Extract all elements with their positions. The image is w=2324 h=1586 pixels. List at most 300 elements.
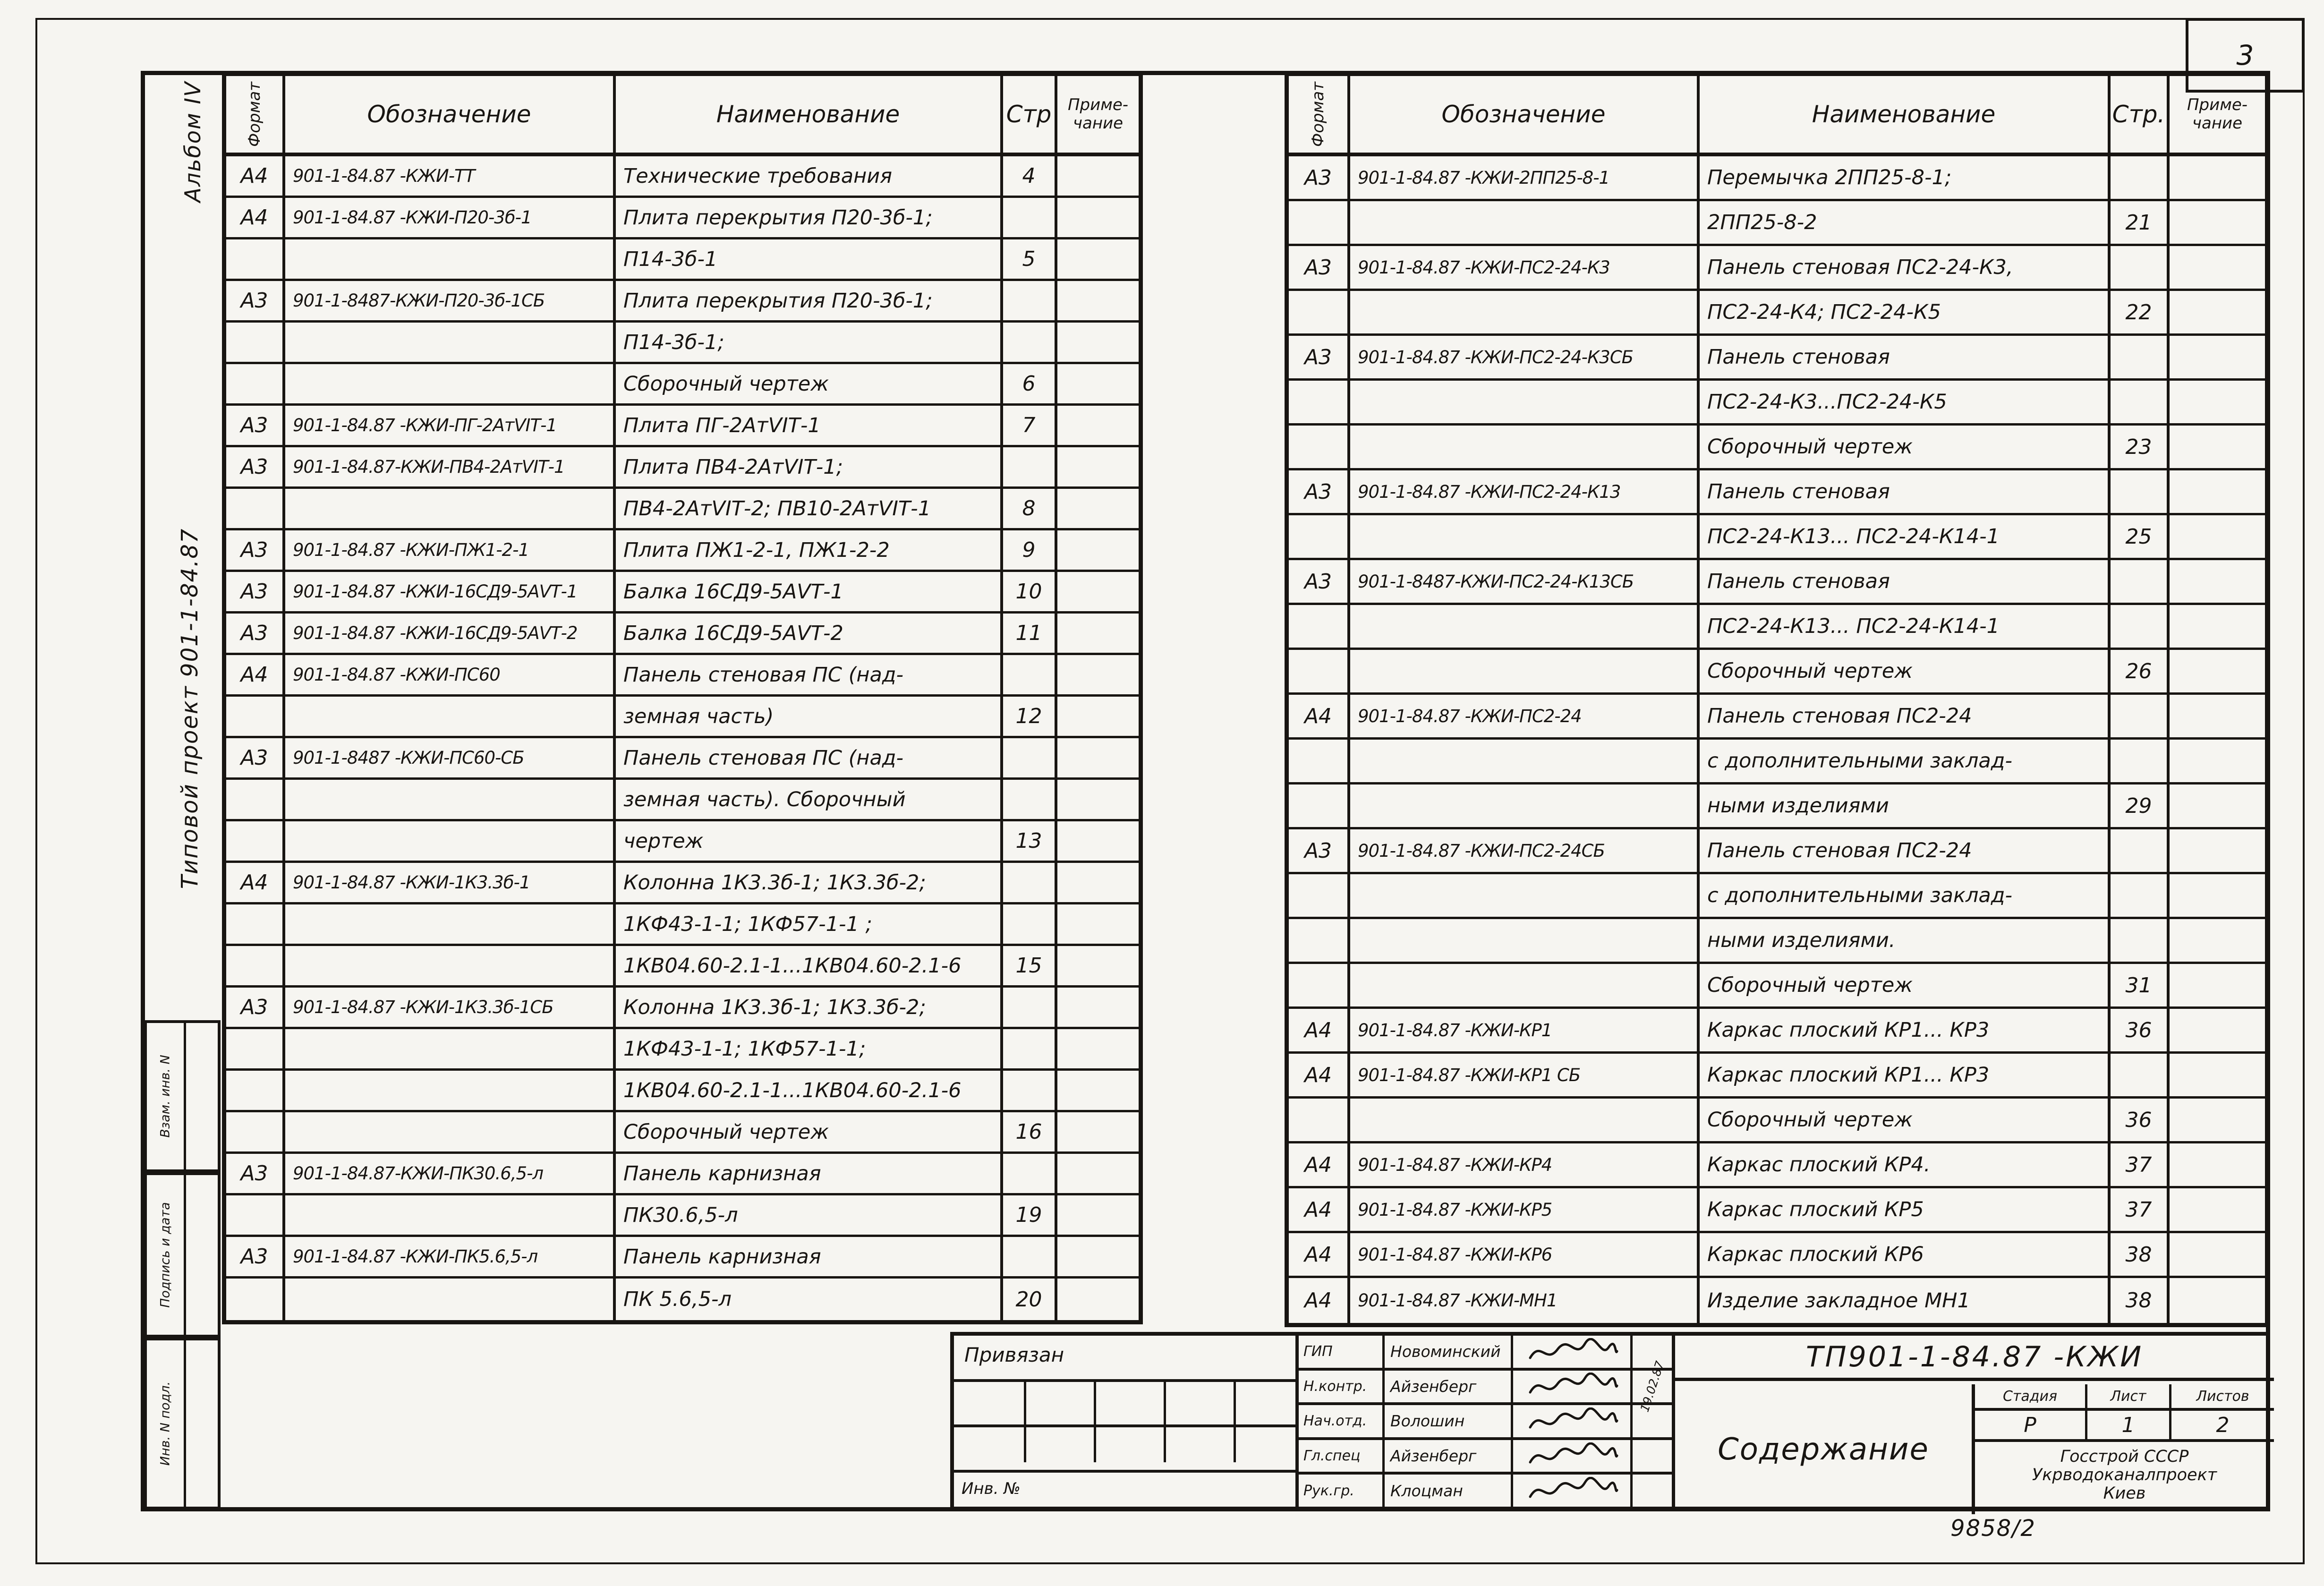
cell-format <box>1289 1099 1350 1141</box>
table-row <box>1289 1188 2265 1233</box>
signature-icon <box>1524 1338 1619 1365</box>
cell-page <box>2111 695 2170 737</box>
cell-format: А3 <box>226 738 285 777</box>
title-block-line <box>1024 1379 1026 1462</box>
contents-table-right <box>1285 72 2269 1327</box>
cell-format: А3 <box>1289 336 1350 378</box>
cell-note <box>1057 614 1139 653</box>
cell-page: 13 <box>1003 821 1057 861</box>
signature-role: Гл.спец <box>1299 1440 1385 1472</box>
cell-name: Каркас плоский КР1... КР3 <box>1700 1054 2111 1096</box>
table-row <box>226 1195 1139 1237</box>
cell-format <box>1289 650 1350 692</box>
cell-designation: 901-1-84.87 -КЖИ-1К3.3б-1СБ <box>285 988 616 1027</box>
cell-name: Сборочный чертеж <box>1700 426 2111 468</box>
cell-page <box>2111 470 2170 513</box>
header-note: Приме- чание <box>2187 95 2248 133</box>
cell-name: Панель стеновая ПС2-24-К3, <box>1700 246 2111 289</box>
cell-page <box>2111 156 2170 199</box>
cell-note <box>1057 1112 1139 1151</box>
cell-note <box>1057 1029 1139 1068</box>
cell-format <box>1289 605 1350 648</box>
table-row <box>226 1112 1139 1154</box>
cell-format: А4 <box>226 198 285 237</box>
signature-role: ГИП <box>1299 1336 1385 1368</box>
cell-note <box>1057 156 1139 196</box>
cell-name: 1КФ43-1-1; 1КФ57-1-1 ; <box>616 904 1003 944</box>
cell-page: 36 <box>2111 1009 2170 1051</box>
cell-page <box>1003 1029 1057 1068</box>
cell-name: П14-3б-1 <box>616 239 1003 279</box>
cell-format <box>1289 964 1350 1006</box>
header-designation: Обозначение <box>1350 76 1700 153</box>
signature-date <box>1630 1440 1672 1472</box>
cell-designation: 901-1-84.87 -КЖИ-КР4 <box>1350 1143 1700 1186</box>
cell-page: 9 <box>1003 530 1057 570</box>
cell-format: А3 <box>226 1154 285 1193</box>
cell-designation <box>285 697 616 736</box>
cell-name: Панель стеновая ПС (над- <box>616 738 1003 777</box>
cell-designation <box>285 323 616 362</box>
cell-format <box>1289 201 1350 244</box>
cell-format <box>1289 740 1350 782</box>
cell-note <box>1057 447 1139 486</box>
cell-name: Сборочный чертеж <box>616 364 1003 403</box>
table-row <box>1289 1233 2265 1278</box>
signature-name: Волошин <box>1385 1405 1513 1437</box>
table-row <box>1289 1009 2265 1054</box>
stage-value-listov: 2 <box>2216 1413 2230 1437</box>
cell-note <box>2170 426 2265 468</box>
cell-name: Каркас плоский КР5 <box>1700 1188 2111 1231</box>
cell-designation <box>285 1029 616 1068</box>
cell-designation: 901-1-84.87 -КЖИ-16СД9-5АVТ-2 <box>285 614 616 653</box>
signature-row <box>1299 1475 1672 1507</box>
cell-name: ПК 5.6,5-л <box>616 1279 1003 1320</box>
cell-name: ПК30.6,5-л <box>616 1195 1003 1235</box>
cell-name: Плита ПГ-2АтVIТ-1 <box>616 406 1003 445</box>
cell-designation <box>285 1112 616 1151</box>
organization-block <box>1975 1442 2274 1509</box>
cell-page <box>1003 1071 1057 1110</box>
table-row <box>1289 695 2265 740</box>
cell-format <box>1289 919 1350 962</box>
cell-note <box>2170 1188 2265 1231</box>
cell-note <box>1057 281 1139 320</box>
cell-format: А3 <box>226 1237 285 1276</box>
cell-designation: 901-1-84.87 -КЖИ-КР5 <box>1350 1188 1700 1231</box>
cell-name: ными изделиями <box>1700 784 2111 827</box>
cell-name: Балка 16СД9-5АVТ-1 <box>616 572 1003 611</box>
cell-name: с дополнительными заклад- <box>1700 874 2111 917</box>
cell-designation: 901-1-84.87 -КЖИ-ПГ-2АтVIТ-1 <box>285 406 616 445</box>
cell-name: чертеж <box>616 821 1003 861</box>
cell-designation <box>1350 1099 1700 1141</box>
cell-format: А4 <box>226 655 285 694</box>
cell-note <box>2170 1009 2265 1051</box>
stamp-box-inv-podl <box>144 1338 221 1509</box>
margin-album-label: Альбом IV <box>180 81 205 203</box>
table-row <box>226 863 1139 904</box>
cell-name: Панель карнизная <box>616 1237 1003 1276</box>
table-row <box>1289 605 2265 650</box>
stage-value-list: 1 <box>2087 1411 2171 1439</box>
cell-name: Плита перекрытия П20-3б-1; <box>616 281 1003 320</box>
cell-note <box>2170 515 2265 558</box>
cell-name: Сборочный чертеж <box>1700 650 2111 692</box>
signature-mark <box>1513 1475 1630 1507</box>
cell-note <box>2170 829 2265 872</box>
header-format: Формат <box>226 76 285 153</box>
cell-designation: 901-1-8487-КЖИ-П20-3б-1СБ <box>285 281 616 320</box>
cell-format: А4 <box>226 156 285 196</box>
cell-page: 20 <box>1003 1279 1057 1320</box>
cell-page <box>2111 740 2170 782</box>
stamp-label: Инв. N подл. <box>158 1381 173 1466</box>
cell-designation: 901-1-84.87 -КЖИ-КР1 СБ <box>1350 1054 1700 1096</box>
table-row <box>1289 336 2265 381</box>
cell-designation: 901-1-84.87 -КЖИ-ПЖ1-2-1 <box>285 530 616 570</box>
cell-designation: 901-1-84.87 -КЖИ-ПС2-24-К3СБ <box>1350 336 1700 378</box>
stamp-box-vzam-inv <box>144 1020 221 1172</box>
cell-note <box>2170 605 2265 648</box>
cell-designation: 901-1-84.87 -КЖИ-1К3.3б-1 <box>285 863 616 902</box>
table-row <box>1289 919 2265 964</box>
cell-format: А3 <box>1289 470 1350 513</box>
cell-designation <box>1350 381 1700 423</box>
table-row <box>226 697 1139 738</box>
cell-designation: 901-1-84.87 -КЖИ-МН1 <box>1350 1278 1700 1323</box>
signature-name: Айзенберг <box>1385 1371 1513 1403</box>
cell-format <box>226 364 285 403</box>
cell-designation: 901-1-84.87-КЖИ-ПВ4-2АтVIТ-1 <box>285 447 616 486</box>
cell-name: Панель стеновая ПС2-24 <box>1700 829 2111 872</box>
cell-designation: 901-1-84.87 -КЖИ-КР6 <box>1350 1233 1700 1276</box>
cell-format: А3 <box>226 988 285 1027</box>
table-row <box>1289 829 2265 874</box>
cell-designation <box>285 1071 616 1110</box>
signature-row <box>1299 1405 1672 1440</box>
organization-line: Госстрой СССР <box>2060 1447 2189 1466</box>
cell-name: Панель стеновая ПС (над- <box>616 655 1003 694</box>
cell-page <box>2111 874 2170 917</box>
cell-page: 26 <box>2111 650 2170 692</box>
cell-name: Плита перекрытия П20-3б-1; <box>616 198 1003 237</box>
signature-icon <box>1524 1442 1619 1470</box>
cell-name: Каркас плоский КР1... КР3 <box>1700 1009 2111 1051</box>
title-block-line <box>1164 1379 1166 1462</box>
stage-table <box>1972 1384 2274 1514</box>
cell-designation: 901-1-84.87 -КЖИ-ПС60 <box>285 655 616 694</box>
cell-note <box>1057 530 1139 570</box>
table-row <box>226 614 1139 655</box>
cell-format: А4 <box>1289 1188 1350 1231</box>
inventory-number-label: Инв. № <box>962 1479 1021 1498</box>
cell-page <box>1003 988 1057 1027</box>
cell-page: 6 <box>1003 364 1057 403</box>
cell-name: Панель стеновая <box>1700 470 2111 513</box>
table-row <box>226 364 1139 406</box>
cell-note <box>2170 1143 2265 1186</box>
table-row <box>226 946 1139 988</box>
cell-note <box>2170 336 2265 378</box>
cell-page <box>1003 1154 1057 1193</box>
cell-note <box>2170 246 2265 289</box>
cell-format <box>226 1112 285 1151</box>
table-body <box>1289 156 2265 1323</box>
cell-page <box>1003 281 1057 320</box>
cell-name: П14-3б-1; <box>616 323 1003 362</box>
table-row <box>226 530 1139 572</box>
cell-page: 38 <box>2111 1278 2170 1323</box>
cell-page: 7 <box>1003 406 1057 445</box>
cell-designation: 901-1-8487-КЖИ-ПС2-24-К13СБ <box>1350 560 1700 603</box>
cell-designation <box>1350 515 1700 558</box>
cell-note <box>2170 874 2265 917</box>
margin-project-label: Типовой проект 901-1-84.87 <box>177 528 203 889</box>
cell-format <box>226 780 285 819</box>
table-row <box>1289 560 2265 605</box>
cell-name: ПС2-24-К4; ПС2-24-К5 <box>1700 291 2111 333</box>
cell-designation <box>1350 874 1700 917</box>
table-row <box>1289 515 2265 560</box>
cell-format: А4 <box>1289 1143 1350 1186</box>
cell-page: 37 <box>2111 1188 2170 1231</box>
signature-role: Рук.гр. <box>1299 1475 1385 1507</box>
table-row <box>226 1071 1139 1112</box>
organization-line: Киев <box>2103 1484 2146 1503</box>
cell-format: А3 <box>226 447 285 486</box>
cell-name: Перемычка 2ПП25-8-1; <box>1700 156 2111 199</box>
sheet-number: 3 <box>2236 39 2254 71</box>
table-body <box>226 156 1139 1320</box>
cell-designation <box>1350 784 1700 827</box>
table-row <box>226 1237 1139 1279</box>
table-row <box>1289 291 2265 336</box>
table-row <box>1289 650 2265 695</box>
cell-name: Сборочный чертеж <box>1700 1099 2111 1141</box>
cell-designation: 901-1-84.87 -КЖИ-П20-3б-1 <box>285 198 616 237</box>
cell-page: 19 <box>1003 1195 1057 1235</box>
cell-note <box>1057 780 1139 819</box>
title-block-divider <box>1672 1336 1675 1507</box>
cell-format <box>226 323 285 362</box>
cell-designation <box>285 1195 616 1235</box>
cell-name: Панель стеновая <box>1700 336 2111 378</box>
cell-format: А3 <box>1289 829 1350 872</box>
table-row <box>226 1029 1139 1071</box>
cell-note <box>1057 1237 1139 1276</box>
stamp-label: Взам. инв. N <box>158 1055 173 1138</box>
cell-format: А4 <box>1289 1233 1350 1276</box>
signature-role: Нач.отд. <box>1299 1405 1385 1437</box>
header-name: Наименование <box>616 76 1003 153</box>
cell-page <box>1003 655 1057 694</box>
cell-designation: 901-1-84.87 -КЖИ-ТТ <box>285 156 616 196</box>
title-block-line <box>1234 1379 1236 1462</box>
cell-format <box>226 1195 285 1235</box>
cell-name: Сборочный чертеж <box>1700 964 2111 1006</box>
cell-designation <box>285 239 616 279</box>
cell-name: 1КВ04.60-2.1-1...1КВ04.60-2.1-6 <box>616 1071 1003 1110</box>
table-row <box>1289 964 2265 1009</box>
table-header-row <box>226 76 1139 156</box>
cell-page: 37 <box>2111 1143 2170 1186</box>
contents-table-left <box>222 72 1143 1324</box>
cell-name: Изделие закладное МН1 <box>1700 1278 2111 1323</box>
table-row <box>226 1279 1139 1320</box>
cell-page <box>2111 336 2170 378</box>
cell-note <box>2170 1099 2265 1141</box>
table-row <box>1289 874 2265 919</box>
stage-header-stadia: Стадия <box>1975 1384 2087 1408</box>
signature-mark <box>1513 1371 1630 1403</box>
cell-note <box>2170 291 2265 333</box>
cell-note <box>1057 821 1139 861</box>
signature-mark <box>1513 1336 1630 1368</box>
cell-note <box>1057 1279 1139 1320</box>
cell-page: 38 <box>2111 1233 2170 1276</box>
cell-format <box>226 1279 285 1320</box>
cell-page: 21 <box>2111 201 2170 244</box>
table-row <box>1289 381 2265 426</box>
cell-format <box>1289 426 1350 468</box>
cell-designation: 901-1-84.87-КЖИ-ПК30.6,5-л <box>285 1154 616 1193</box>
cell-note <box>2170 1278 2265 1323</box>
cell-format: А4 <box>1289 1009 1350 1051</box>
cell-note <box>2170 201 2265 244</box>
cell-note <box>1057 738 1139 777</box>
stamp-divider <box>184 1175 186 1335</box>
cell-name: ПВ4-2АтVIТ-2; ПВ10-2АтVIТ-1 <box>616 489 1003 528</box>
cell-format: А3 <box>226 572 285 611</box>
table-row <box>1289 784 2265 829</box>
stamp-label: Подпись и дата <box>158 1202 173 1308</box>
cell-format <box>1289 515 1350 558</box>
cell-page: 11 <box>1003 614 1057 653</box>
title-block-divider <box>1295 1336 1299 1507</box>
stage-value-stadia: Р <box>1975 1411 2087 1439</box>
signature-name: Новоминский <box>1385 1336 1513 1368</box>
cell-note <box>1057 988 1139 1027</box>
cell-name: земная часть) <box>616 697 1003 736</box>
signature-date: 19.02.87 <box>1630 1371 1672 1403</box>
stage-header-row <box>1975 1384 2274 1411</box>
cell-designation: 901-1-84.87 -КЖИ-ПС2-24СБ <box>1350 829 1700 872</box>
table-row <box>226 323 1139 364</box>
cell-format <box>1289 291 1350 333</box>
cell-note <box>1057 489 1139 528</box>
signature-row <box>1299 1359 1672 1414</box>
title-block-line <box>954 1424 1295 1427</box>
table-row <box>226 655 1139 697</box>
header-name: Наименование <box>1700 76 2111 153</box>
table-header-row <box>1289 76 2265 156</box>
signature-role: Н.контр. <box>1299 1371 1385 1403</box>
cell-designation: 901-1-84.87 -КЖИ-ПК5.6,5-л <box>285 1237 616 1276</box>
cell-page: 25 <box>2111 515 2170 558</box>
cell-name: Колонна 1К3.3б-1; 1К3.3б-2; <box>616 988 1003 1027</box>
signature-mark <box>1513 1405 1630 1437</box>
header-designation: Обозначение <box>285 76 616 153</box>
cell-note <box>1057 406 1139 445</box>
cell-name: ПС2-24-К13... ПС2-24-К14-1 <box>1700 605 2111 648</box>
cell-format: А3 <box>1289 246 1350 289</box>
cell-name: 1КФ43-1-1; 1КФ57-1-1; <box>616 1029 1003 1068</box>
cell-designation <box>285 364 616 403</box>
cell-note <box>2170 381 2265 423</box>
doc-code: ТП901-1-84.87 -КЖИ <box>1675 1336 2274 1381</box>
cell-page <box>2111 1054 2170 1096</box>
signature-name: Клоцман <box>1385 1475 1513 1507</box>
cell-note <box>2170 695 2265 737</box>
table-row <box>226 821 1139 863</box>
cell-note <box>1057 1154 1139 1193</box>
cell-designation <box>1350 919 1700 962</box>
cell-note <box>2170 784 2265 827</box>
cell-designation: 901-1-84.87 -КЖИ-2ПП25-8-1 <box>1350 156 1700 199</box>
title-block-line <box>954 1379 1295 1382</box>
cell-name: Плита ПВ4-2АтVIТ-1; <box>616 447 1003 486</box>
cell-format: А3 <box>226 406 285 445</box>
stage-header-listov: Листов <box>2196 1388 2249 1405</box>
cell-designation: 901-1-8487 -КЖИ-ПС60-СБ <box>285 738 616 777</box>
cell-format <box>226 489 285 528</box>
table-row <box>226 738 1139 780</box>
cell-page: 12 <box>1003 697 1057 736</box>
cell-note <box>1057 364 1139 403</box>
cell-page: 15 <box>1003 946 1057 985</box>
cell-format: А3 <box>1289 156 1350 199</box>
table-row <box>1289 426 2265 470</box>
cell-format <box>226 904 285 944</box>
cell-format <box>226 1071 285 1110</box>
signature-date <box>1630 1475 1672 1507</box>
table-row <box>226 281 1139 323</box>
cell-note <box>1057 697 1139 736</box>
cell-format: А3 <box>1289 560 1350 603</box>
signature-mark <box>1513 1440 1630 1472</box>
cell-note <box>1057 323 1139 362</box>
cell-designation: 901-1-84.87 -КЖИ-16СД9-5АVТ-1 <box>285 572 616 611</box>
cell-page: 16 <box>1003 1112 1057 1151</box>
stamp-box-podpis-data <box>144 1172 221 1338</box>
cell-designation <box>1350 964 1700 1006</box>
cell-format <box>226 946 285 985</box>
cell-designation: 901-1-84.87 -КЖИ-ПС2-24 <box>1350 695 1700 737</box>
cell-note <box>2170 1233 2265 1276</box>
cell-format <box>1289 784 1350 827</box>
cell-format: А4 <box>1289 1278 1350 1323</box>
cell-name: Колонна 1К3.3б-1; 1К3.3б-2; <box>616 863 1003 902</box>
cell-note <box>2170 650 2265 692</box>
table-row <box>1289 1054 2265 1099</box>
table-row <box>1289 246 2265 291</box>
cell-name: Панель стеновая <box>1700 560 2111 603</box>
stage-values-row <box>1975 1411 2274 1442</box>
cell-page <box>1003 863 1057 902</box>
cell-note <box>2170 470 2265 513</box>
cell-note <box>1057 1195 1139 1235</box>
cell-page <box>2111 829 2170 872</box>
cell-page: 23 <box>2111 426 2170 468</box>
header-note: Приме- чание <box>1067 95 1129 133</box>
cell-note <box>1057 655 1139 694</box>
cell-note <box>2170 560 2265 603</box>
cell-designation <box>1350 426 1700 468</box>
cell-note <box>1057 239 1139 279</box>
header-page: Стр <box>1003 76 1057 153</box>
